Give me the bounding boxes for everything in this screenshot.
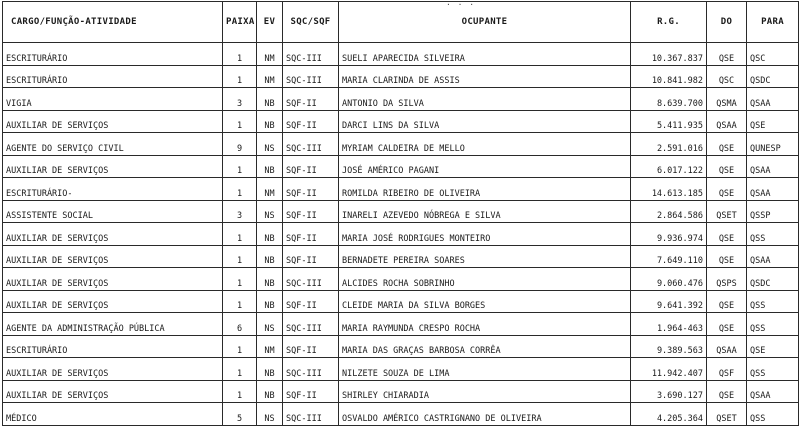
cell-cargo: ESCRITURÁRIO [3, 43, 223, 66]
cell-para: QSAA [747, 178, 799, 201]
cell-ev: NM [257, 43, 283, 66]
cell-para: QSAA [747, 155, 799, 178]
cell-rg: 10.367.837 [631, 43, 707, 66]
cell-rg: 14.613.185 [631, 178, 707, 201]
cell-paixa: 1 [223, 223, 257, 246]
cell-ev: NB [257, 223, 283, 246]
cell-para: QSS [747, 313, 799, 336]
cell-para: QSE [747, 335, 799, 358]
cell-paixa: 1 [223, 110, 257, 133]
table-body [3, 43, 799, 426]
cell-do: QSAA [707, 110, 747, 133]
cell-sqc: SQF-II [283, 200, 339, 223]
header-para: PARA [747, 2, 799, 43]
cell-ev: NB [257, 290, 283, 313]
header-sqc: SQC/SQF [283, 2, 339, 43]
cell-rg: 9.389.563 [631, 335, 707, 358]
cell-ocupante: MYRIAM CALDEIRA DE MELLO [339, 133, 631, 156]
cell-paixa: 1 [223, 358, 257, 381]
cell-ocupante: INARELI AZEVEDO NÓBREGA E SILVA [339, 200, 631, 223]
cell-sqc: SQF-II [283, 88, 339, 111]
header-paixa: PAIXA [223, 2, 257, 43]
table-header-row [3, 2, 799, 43]
table-row [3, 358, 799, 381]
cell-paixa: 1 [223, 178, 257, 201]
table-row [3, 178, 799, 201]
cell-cargo: ESCRITURÁRIO- [3, 178, 223, 201]
table-row [3, 155, 799, 178]
cell-do: QSE [707, 178, 747, 201]
cell-rg: 2.864.586 [631, 200, 707, 223]
cell-cargo: MÉDICO [3, 403, 223, 426]
cell-paixa: 9 [223, 133, 257, 156]
cell-sqc: SQF-II [283, 380, 339, 403]
cell-ev: NB [257, 380, 283, 403]
table-row [3, 88, 799, 111]
cell-ev: NS [257, 313, 283, 336]
table-row [3, 223, 799, 246]
cell-cargo: ESCRITURÁRIO [3, 65, 223, 88]
cell-para: QSS [747, 358, 799, 381]
table-row [3, 335, 799, 358]
cell-cargo: AUXILIAR DE SERVIÇOS [3, 110, 223, 133]
cell-ev: NB [257, 268, 283, 291]
cell-ocupante: BERNADETE PEREIRA SOARES [339, 245, 631, 268]
cell-sqc: SQF-II [283, 335, 339, 358]
cell-sqc: SQC-III [283, 403, 339, 426]
cell-ev: NB [257, 110, 283, 133]
table-row [3, 403, 799, 426]
cell-ev: NB [257, 245, 283, 268]
cell-rg: 8.639.700 [631, 88, 707, 111]
cell-rg: 6.017.122 [631, 155, 707, 178]
cell-ev: NM [257, 65, 283, 88]
cell-para: QUNESP [747, 133, 799, 156]
cell-paixa: 1 [223, 155, 257, 178]
cell-cargo: AUXILIAR DE SERVIÇOS [3, 268, 223, 291]
cell-paixa: 1 [223, 268, 257, 291]
cell-do: QSE [707, 290, 747, 313]
cell-rg: 10.841.982 [631, 65, 707, 88]
cell-sqc: SQF-II [283, 178, 339, 201]
cell-rg: 5.411.935 [631, 110, 707, 133]
cell-ocupante: MARIA JOSÉ RODRIGUES MONTEIRO [339, 223, 631, 246]
cell-do: QSE [707, 223, 747, 246]
cell-do: QSET [707, 403, 747, 426]
cell-para: QSS [747, 290, 799, 313]
cell-do: QSET [707, 200, 747, 223]
cell-ocupante: ROMILDA RIBEIRO DE OLIVEIRA [339, 178, 631, 201]
table-row [3, 110, 799, 133]
cell-sqc: SQC-III [283, 313, 339, 336]
cell-paixa: 1 [223, 65, 257, 88]
cell-paixa: 1 [223, 245, 257, 268]
cell-ev: NB [257, 88, 283, 111]
cell-sqc: SQC-III [283, 358, 339, 381]
cell-ocupante: SHIRLEY CHIARADIA [339, 380, 631, 403]
cell-rg: 1.964-463 [631, 313, 707, 336]
cell-para: QSS [747, 223, 799, 246]
cell-do: QSPS [707, 268, 747, 291]
cell-do: QSC [707, 65, 747, 88]
cell-do: QSE [707, 133, 747, 156]
cell-sqc: SQF-II [283, 223, 339, 246]
cell-ev: NS [257, 133, 283, 156]
cell-paixa: 3 [223, 88, 257, 111]
cell-ocupante: ANTONIO DA SILVA [339, 88, 631, 111]
cell-do: QSAA [707, 335, 747, 358]
cell-do: QSE [707, 43, 747, 66]
cell-ocupante: DARCI LINS DA SILVA [339, 110, 631, 133]
cell-para: QSDC [747, 268, 799, 291]
personnel-table [2, 1, 799, 426]
cell-do: QSE [707, 313, 747, 336]
cell-do: QSE [707, 380, 747, 403]
cell-sqc: SQF-II [283, 110, 339, 133]
cell-para: QSC [747, 43, 799, 66]
cell-cargo: ESCRITURÁRIO [3, 335, 223, 358]
cell-para: QSS [747, 403, 799, 426]
cell-ev: NM [257, 178, 283, 201]
cell-para: QSE [747, 110, 799, 133]
cell-cargo: ASSISTENTE SOCIAL [3, 200, 223, 223]
cell-rg: 3.690.127 [631, 380, 707, 403]
cell-ocupante: ALCIDES ROCHA SOBRINHO [339, 268, 631, 291]
cell-sqc: SQC-III [283, 268, 339, 291]
cell-rg: 4.205.364 [631, 403, 707, 426]
cell-ocupante: CLEIDE MARIA DA SILVA BORGES [339, 290, 631, 313]
cell-sqc: SQC-III [283, 65, 339, 88]
cell-para: QSAA [747, 88, 799, 111]
cell-paixa: 3 [223, 200, 257, 223]
cell-sqc: SQC-III [283, 133, 339, 156]
cell-cargo: VIGIA [3, 88, 223, 111]
cell-para: QSAA [747, 380, 799, 403]
cell-sqc: SQF-II [283, 290, 339, 313]
cell-ev: NS [257, 200, 283, 223]
table-row [3, 245, 799, 268]
cell-rg: 9.060.476 [631, 268, 707, 291]
cell-ev: NB [257, 155, 283, 178]
cell-rg: 9.641.392 [631, 290, 707, 313]
table-row [3, 43, 799, 66]
table-row [3, 380, 799, 403]
cell-cargo: AUXILIAR DE SERVIÇOS [3, 245, 223, 268]
table-row [3, 133, 799, 156]
cell-sqc: SQC-III [283, 43, 339, 66]
table-row [3, 200, 799, 223]
cell-ocupante: MARIA RAYMUNDA CRESPO ROCHA [339, 313, 631, 336]
header-ev: EV [257, 2, 283, 43]
cell-paixa: 6 [223, 313, 257, 336]
cell-ev: NS [257, 403, 283, 426]
cell-paixa: 1 [223, 290, 257, 313]
top-scan-mark: · · · [446, 0, 476, 9]
cell-para: QSSP [747, 200, 799, 223]
table-row [3, 65, 799, 88]
cell-cargo: AUXILIAR DE SERVIÇOS [3, 155, 223, 178]
header-ocupante: OCUPANTE [339, 2, 631, 43]
cell-do: QSE [707, 155, 747, 178]
cell-para: QSDC [747, 65, 799, 88]
cell-rg: 9.936.974 [631, 223, 707, 246]
cell-paixa: 1 [223, 43, 257, 66]
cell-paixa: 1 [223, 335, 257, 358]
table-row [3, 290, 799, 313]
table-row [3, 313, 799, 336]
cell-ocupante: NILZETE SOUZA DE LIMA [339, 358, 631, 381]
cell-cargo: AUXILIAR DE SERVIÇOS [3, 358, 223, 381]
cell-sqc: SQF-II [283, 245, 339, 268]
cell-do: QSF [707, 358, 747, 381]
header-rg: R.G. [631, 2, 707, 43]
cell-paixa: 5 [223, 403, 257, 426]
cell-rg: 2.591.016 [631, 133, 707, 156]
cell-paixa: 1 [223, 380, 257, 403]
header-cargo: CARGO/FUNÇÃO-ATIVIDADE [3, 2, 223, 43]
cell-rg: 7.649.110 [631, 245, 707, 268]
cell-para: QSAA [747, 245, 799, 268]
cell-sqc: SQF-II [283, 155, 339, 178]
cell-ev: NB [257, 358, 283, 381]
cell-cargo: AUXILIAR DE SERVIÇOS [3, 290, 223, 313]
cell-ocupante: SUELI APARECIDA SILVEIRA [339, 43, 631, 66]
cell-cargo: AGENTE DA ADMINISTRAÇÃO PÚBLICA [3, 313, 223, 336]
cell-do: QSMA [707, 88, 747, 111]
cell-rg: 11.942.407 [631, 358, 707, 381]
cell-ocupante: JOSÉ AMÉRICO PAGANI [339, 155, 631, 178]
cell-cargo: AUXILIAR DE SERVIÇOS [3, 223, 223, 246]
cell-ocupante: OSVALDO AMÉRICO CASTRIGNANO DE OLIVEIRA [339, 403, 631, 426]
cell-cargo: AGENTE DO SERVIÇO CIVIL [3, 133, 223, 156]
header-do: DO [707, 2, 747, 43]
table-row [3, 268, 799, 291]
cell-ev: NM [257, 335, 283, 358]
cell-cargo: AUXILIAR DE SERVIÇOS [3, 380, 223, 403]
cell-ocupante: MARIA DAS GRAÇAS BARBOSA CORRÊA [339, 335, 631, 358]
cell-ocupante: MARIA CLARINDA DE ASSIS [339, 65, 631, 88]
cell-do: QSE [707, 245, 747, 268]
